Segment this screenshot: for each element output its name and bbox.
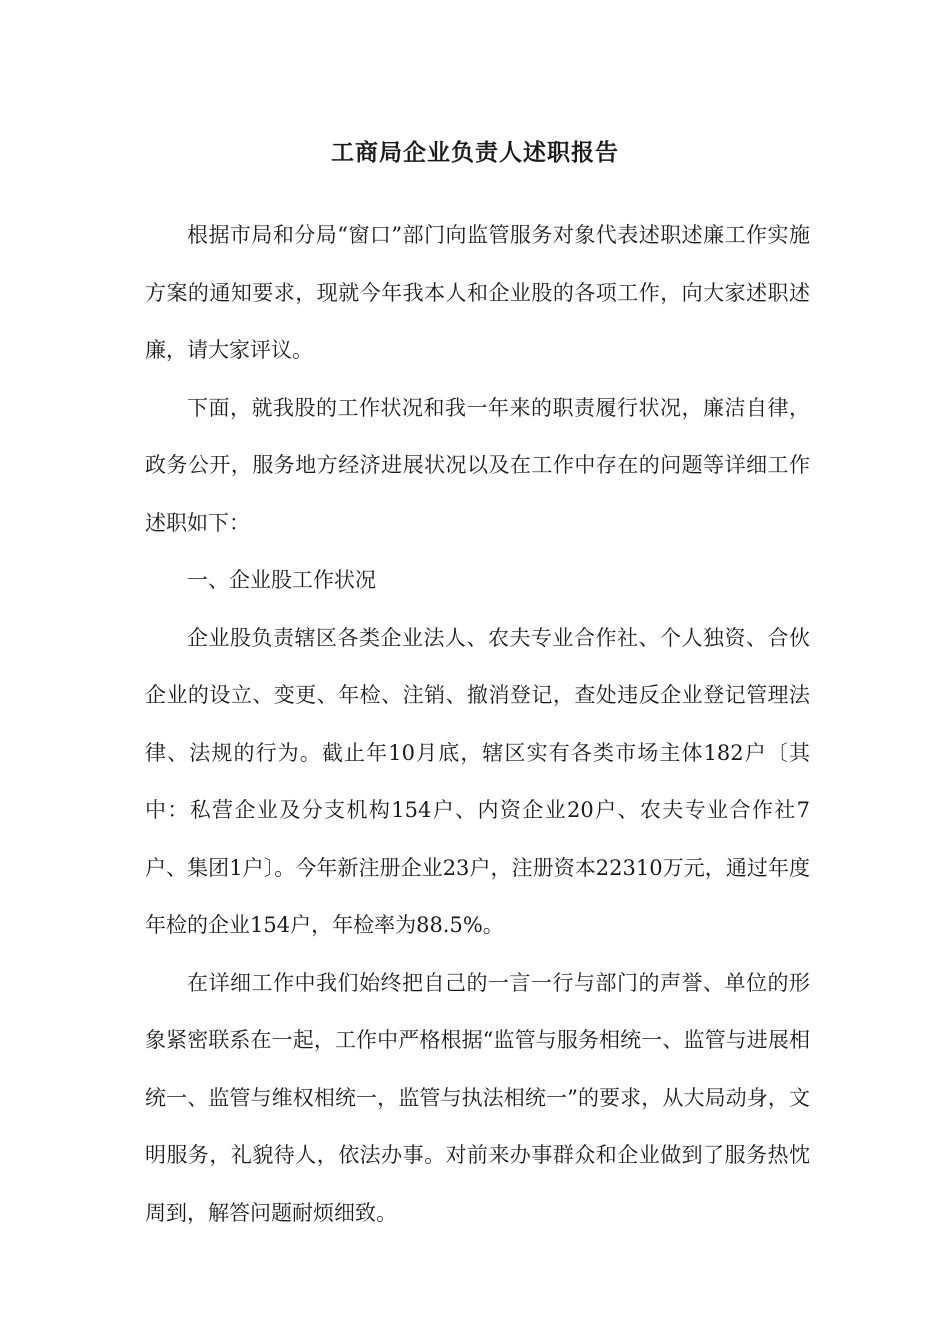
paragraph-overview: 下面，就我股的工作状况和我一年来的职责履行状况，廉洁自律，政务公开，服务地方经济进展状况以及在工作中存在的问题等详细工作述职如下：	[145, 395, 810, 535]
paragraph-service: 在详细工作中我们始终把自己的一言一行与部门的声誉、单位的形象紧密联系在一起，工作中严格根据“监管与服务相统一、监管与进展相统一、监管与维权相统一，监管与执法相统一”的要求，从大局动身，文明服务，礼貌待人，依法办事。对前来办事群众和企业做到了服务热忱周到，解答问题耐烦细致。	[145, 970, 810, 1225]
paragraph-intro: 根据市局和分局“窗口”部门向监管服务对象代表述职述廉工作实施方案的通知要求，现就今年我本人和企业股的各项工作，向大家述职述廉，请大家评议。	[145, 223, 810, 362]
document-title: 工商局企业负责人述职报告	[331, 139, 619, 166]
paragraph-work-status: 企业股负责辖区各类企业法人、农夫专业合作社、个人独资、合伙企业的设立、变更、年检、注销、撤消登记，查处违反企业登记管理法律、法规的行为。截止年10月底，辖区实有各类市场主体182户〔其中：私营企业及分支机构154户、内资企业20户、农夫专业合作社7户、集团1户〕。今年新注册企业23户，注册资本22310万元，通过年度年检的企业154户，年检率为88.5%。	[145, 625, 810, 937]
section-heading: 一、企业股工作状况	[187, 568, 376, 592]
document-body	[145, 207, 810, 1242]
